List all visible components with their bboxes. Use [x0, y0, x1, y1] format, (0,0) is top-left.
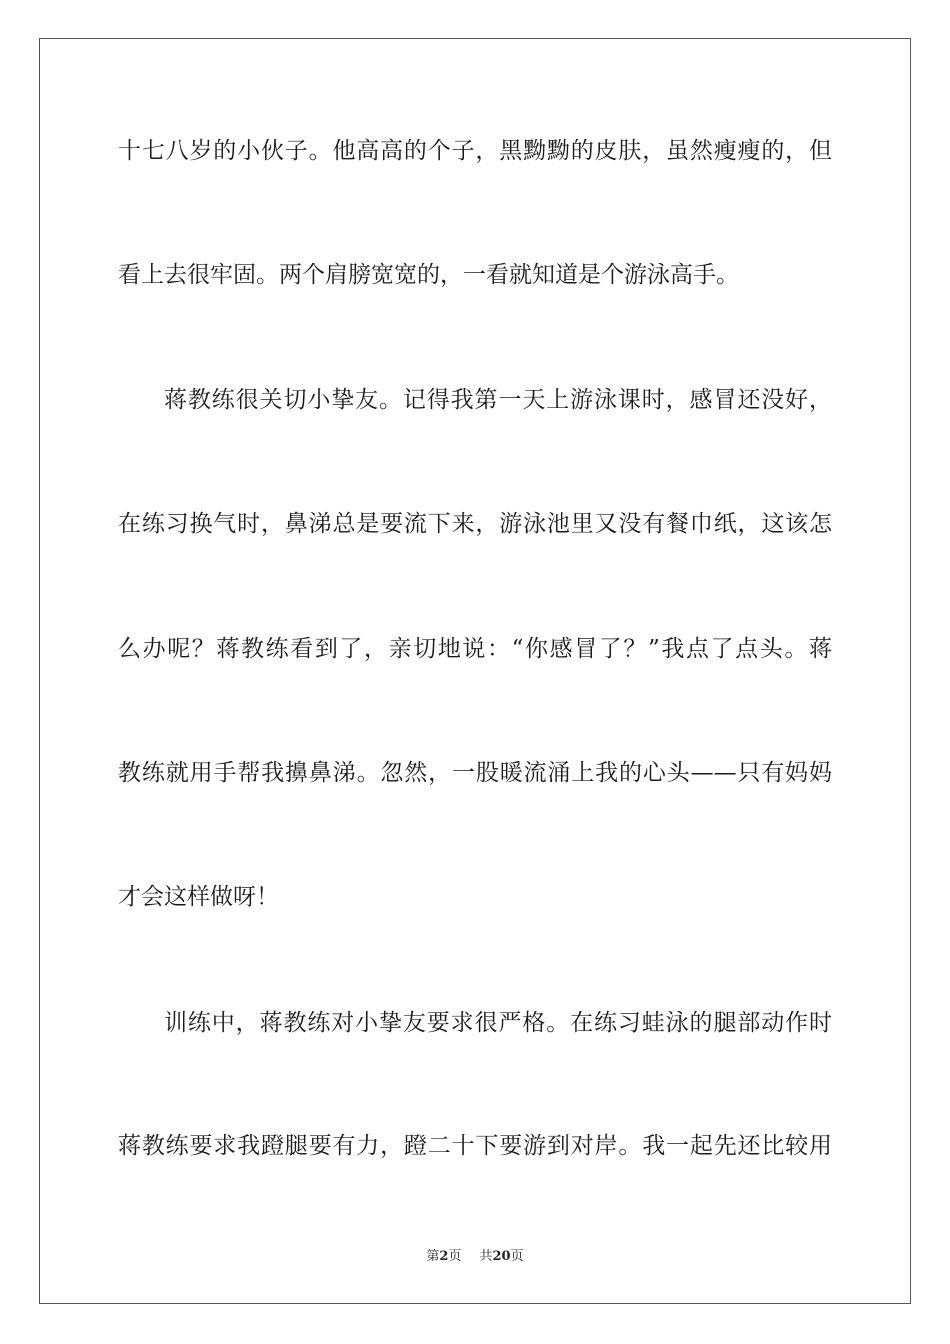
page-suffix: 页 — [448, 1249, 462, 1264]
text-line-2: 看上去很牢固。两个肩膀宽宽的，一看就知道是个游泳高手。 — [118, 262, 739, 288]
text-line-5: 么办呢？蒋教练看到了，亲切地说：“你感冒了？”我点了点头。蒋 — [118, 636, 832, 662]
page-prefix: 第 — [426, 1249, 440, 1264]
text-line-1: 十七八岁的小伙子。他高高的个子，黑黝黝的皮肤，虽然瘦瘦的，但 — [118, 138, 832, 164]
total-suffix: 页 — [510, 1249, 524, 1264]
text-line-8: 训练中，蒋教练对小挚友要求很严格。在练习蛙泳的腿部动作时 — [164, 1010, 832, 1036]
text-line-3: 蒋教练很关切小挚友。记得我第一天上游泳课时，感冒还没好， — [164, 387, 832, 413]
page-number: 2 — [439, 1249, 449, 1264]
total-pages: 20 — [492, 1249, 511, 1264]
text-line-7: 才会这样做呀！ — [118, 884, 279, 910]
total-prefix: 共 — [479, 1249, 493, 1264]
text-line-6: 教练就用手帮我擤鼻涕。忽然，一股暖流涌上我的心头——只有妈妈 — [118, 760, 832, 786]
text-line-4: 在练习换气时，鼻涕总是要流下来，游泳池里又没有餐巾纸，这该怎 — [118, 511, 832, 537]
text-line-9: 蒋教练要求我蹬腿要有力，蹬二十下要游到对岸。我一起先还比较用 — [118, 1133, 832, 1159]
page-footer — [0, 1248, 950, 1266]
page-border — [39, 38, 911, 1304]
